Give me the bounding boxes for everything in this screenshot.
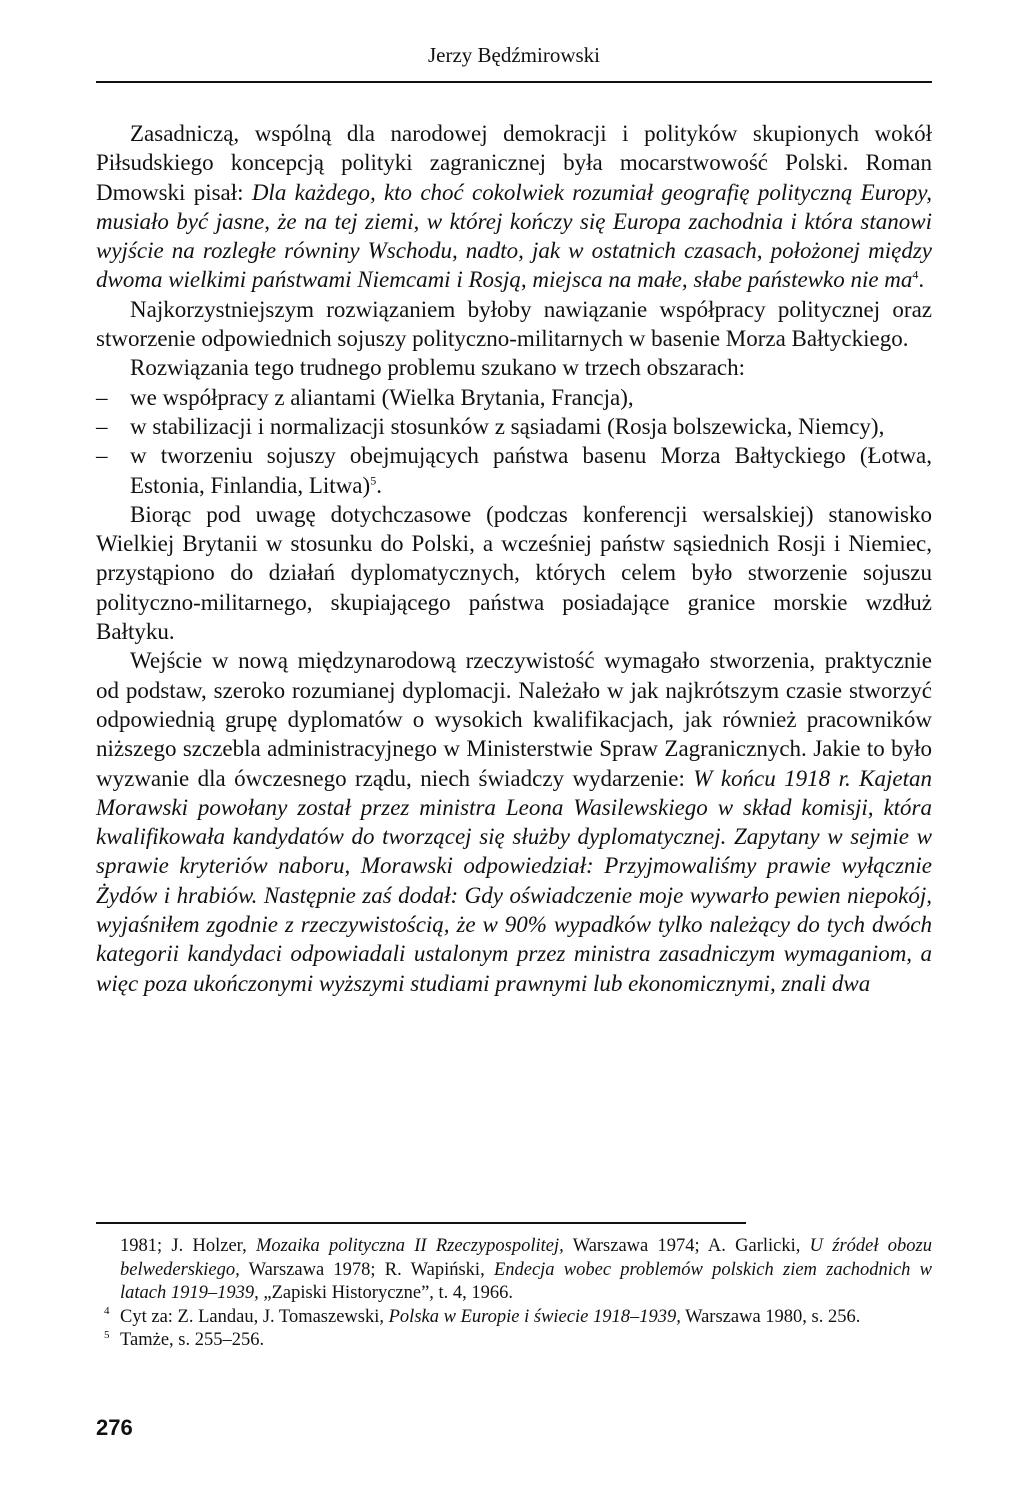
paragraph-1-text: Zasadniczą, wspólną dla narodowej demokracji i polityków skupionych wokół Piłsudskiego koncepcją polityki zagranicznej była mocarstwowość Polski. Roman Dmowski pisał: [96, 121, 932, 205]
main-text [96, 119, 932, 998]
page-number: 276 [96, 1415, 133, 1440]
footnote-5: 5 Tamże, s. 255–256. [104, 1328, 265, 1350]
footnote-text: Cyt za: Z. Landau, J. Tomaszewski, [120, 1306, 389, 1327]
list-item-text: w stabilizacji i normalizacji stosunków z sąsiadami (Rosja bolszewicka, Niemcy), [130, 413, 885, 439]
footnote-title: U źródeł obozu belwederskiego, [120, 1236, 932, 1280]
footnote-text: Tamże, s. 255–256. [120, 1330, 265, 1350]
paragraph-5-text: Wejście w nową międzynarodową rzeczywistość wymagało stworzenia, praktycznie od podstaw, szeroko rozumianej dyplomacji. Należało w jak najkrótszym czasie stworzyć odpowiednią grupę dyplomatów o wysokich kwalifikacjach, jak również pracowników niższego szczebla administracyjnego w Ministerstwie Spraw Zagranicznych. Jakie to było wyzwanie dla ówczesnego rządu, niech świadczy wydarzenie: [96, 648, 932, 791]
list-item [96, 412, 932, 441]
footnote-4: 4 Cyt za: Z. Landau, J. Tomaszewski, Polska w Europie i świecie 1918–1939, Warszawa 1980, s. 256. [104, 1305, 861, 1327]
paragraph-4: Biorąc pod uwagę dotychczasowe (podczas konferencji wersalskiej) stanowisko Wielkiej Brytanii w stosunku do Polski, a wcześniej państw sąsiednich Rosji i Niemiec, przystąpiono do działań dyplomatycznych, których celem było stworzenie sojuszu polityczno-militarnego, skupiającego państwa posiadające granice morskie wzdłuż Bałtyku. [96, 501, 932, 645]
footnote-title: Mozaika polityczna II Rzeczypospolitej, [255, 1236, 564, 1256]
footnote-text: 1981; J. Holzer, [120, 1236, 256, 1256]
footnote-text: Warszawa 1974; A. Garlicki, [563, 1236, 810, 1256]
header-rule [96, 81, 932, 83]
dash-bullet: – [96, 413, 108, 439]
list-item [96, 441, 932, 500]
dash-bullet: – [96, 443, 108, 469]
areas-list [96, 383, 932, 500]
morawski-quote: W końcu 1918 r. Kajetan Morawski powołany został przez ministra Leona Wasilewskiego w skład komisji, która kwalifikowała kandydatów do tworzącej się służby dyplomatycznej. Zapytany w sejmie w sprawie kryteriów naboru, Morawski odpowiedział: Przyjmowaliśmy prawie wyłącznie Żydów i hrabiów. Następnie zaś dodał: Gdy oświadczenie moje wywarło pewien niepokój, wyjaśniłem zgodnie z rzeczywistością, że w 90% wypadków tylko należący do tych dwóch kategorii kandydaci odpowiadali ustalonym przez ministra zasadniczym wymaganiom, a więc poza ukończonymi wyższymi studiami prawnymi lub ekonomicznymi, znali dwa [96, 765, 932, 996]
footnote-ref-5[interactable]: 5 [370, 472, 377, 487]
list-item-end: . [376, 472, 382, 498]
dash-bullet: – [96, 384, 108, 410]
footnote-text: „Zapiski Historyczne”, t. 4, 1966. [258, 1283, 514, 1303]
list-item [96, 383, 932, 412]
list-item-text: w tworzeniu sojuszy obejmujących państwa basenu Morza Bałtyckiego (Łotwa, Estonia, Finlandia, Litwa) [130, 443, 932, 498]
footnote-title: Polska w Europie i świecie 1918–1939, [388, 1306, 681, 1327]
footnote-rule [96, 1222, 746, 1224]
footnote-continuation [96, 1235, 932, 1306]
paragraph-2: Najkorzystniejszym rozwiązaniem byłoby nawiązanie współpracy politycznej oraz stworzenie odpowiednich sojuszy polityczno-militarnych w basenie Morza Bałtyckiego. [96, 296, 932, 352]
paragraph-5 [96, 646, 932, 998]
paragraph-1-end: . [918, 267, 925, 293]
paragraph-1 [96, 119, 932, 295]
footnote-text: Warszawa 1978; R. Wapiński, [239, 1259, 494, 1280]
footnotes [96, 1235, 932, 1353]
paragraph-3: Rozwiązania tego trudnego problemu szukano w trzech obszarach: [130, 355, 746, 381]
running-head: Jerzy Będźmirowski [427, 43, 601, 67]
footnote-text: Warszawa 1980, s. 256. [680, 1306, 861, 1327]
footnote-ref-4[interactable]: 4 [912, 267, 919, 282]
dmowski-quote: Dla każdego, kto choć cokolwiek rozumiał geografię polityczną Europy, musiało być jasne, że na tej ziemi, w której kończy się Europa zachodnia i która stanowi wyjście na rozległe równiny Wschodu, nadto, jak w ostatnich czasach, położonej między dwoma wielkimi państwami Niemcami i Rosją, miejsca na małe, słabe państewko nie ma [96, 179, 932, 293]
list-item-text: we współpracy z aliantami (Wielka Brytania, Francja), [130, 384, 634, 410]
footnote-title: Endecja wobec problemów polskich ziem zachodnich w latach 1919–1939, [120, 1259, 932, 1303]
